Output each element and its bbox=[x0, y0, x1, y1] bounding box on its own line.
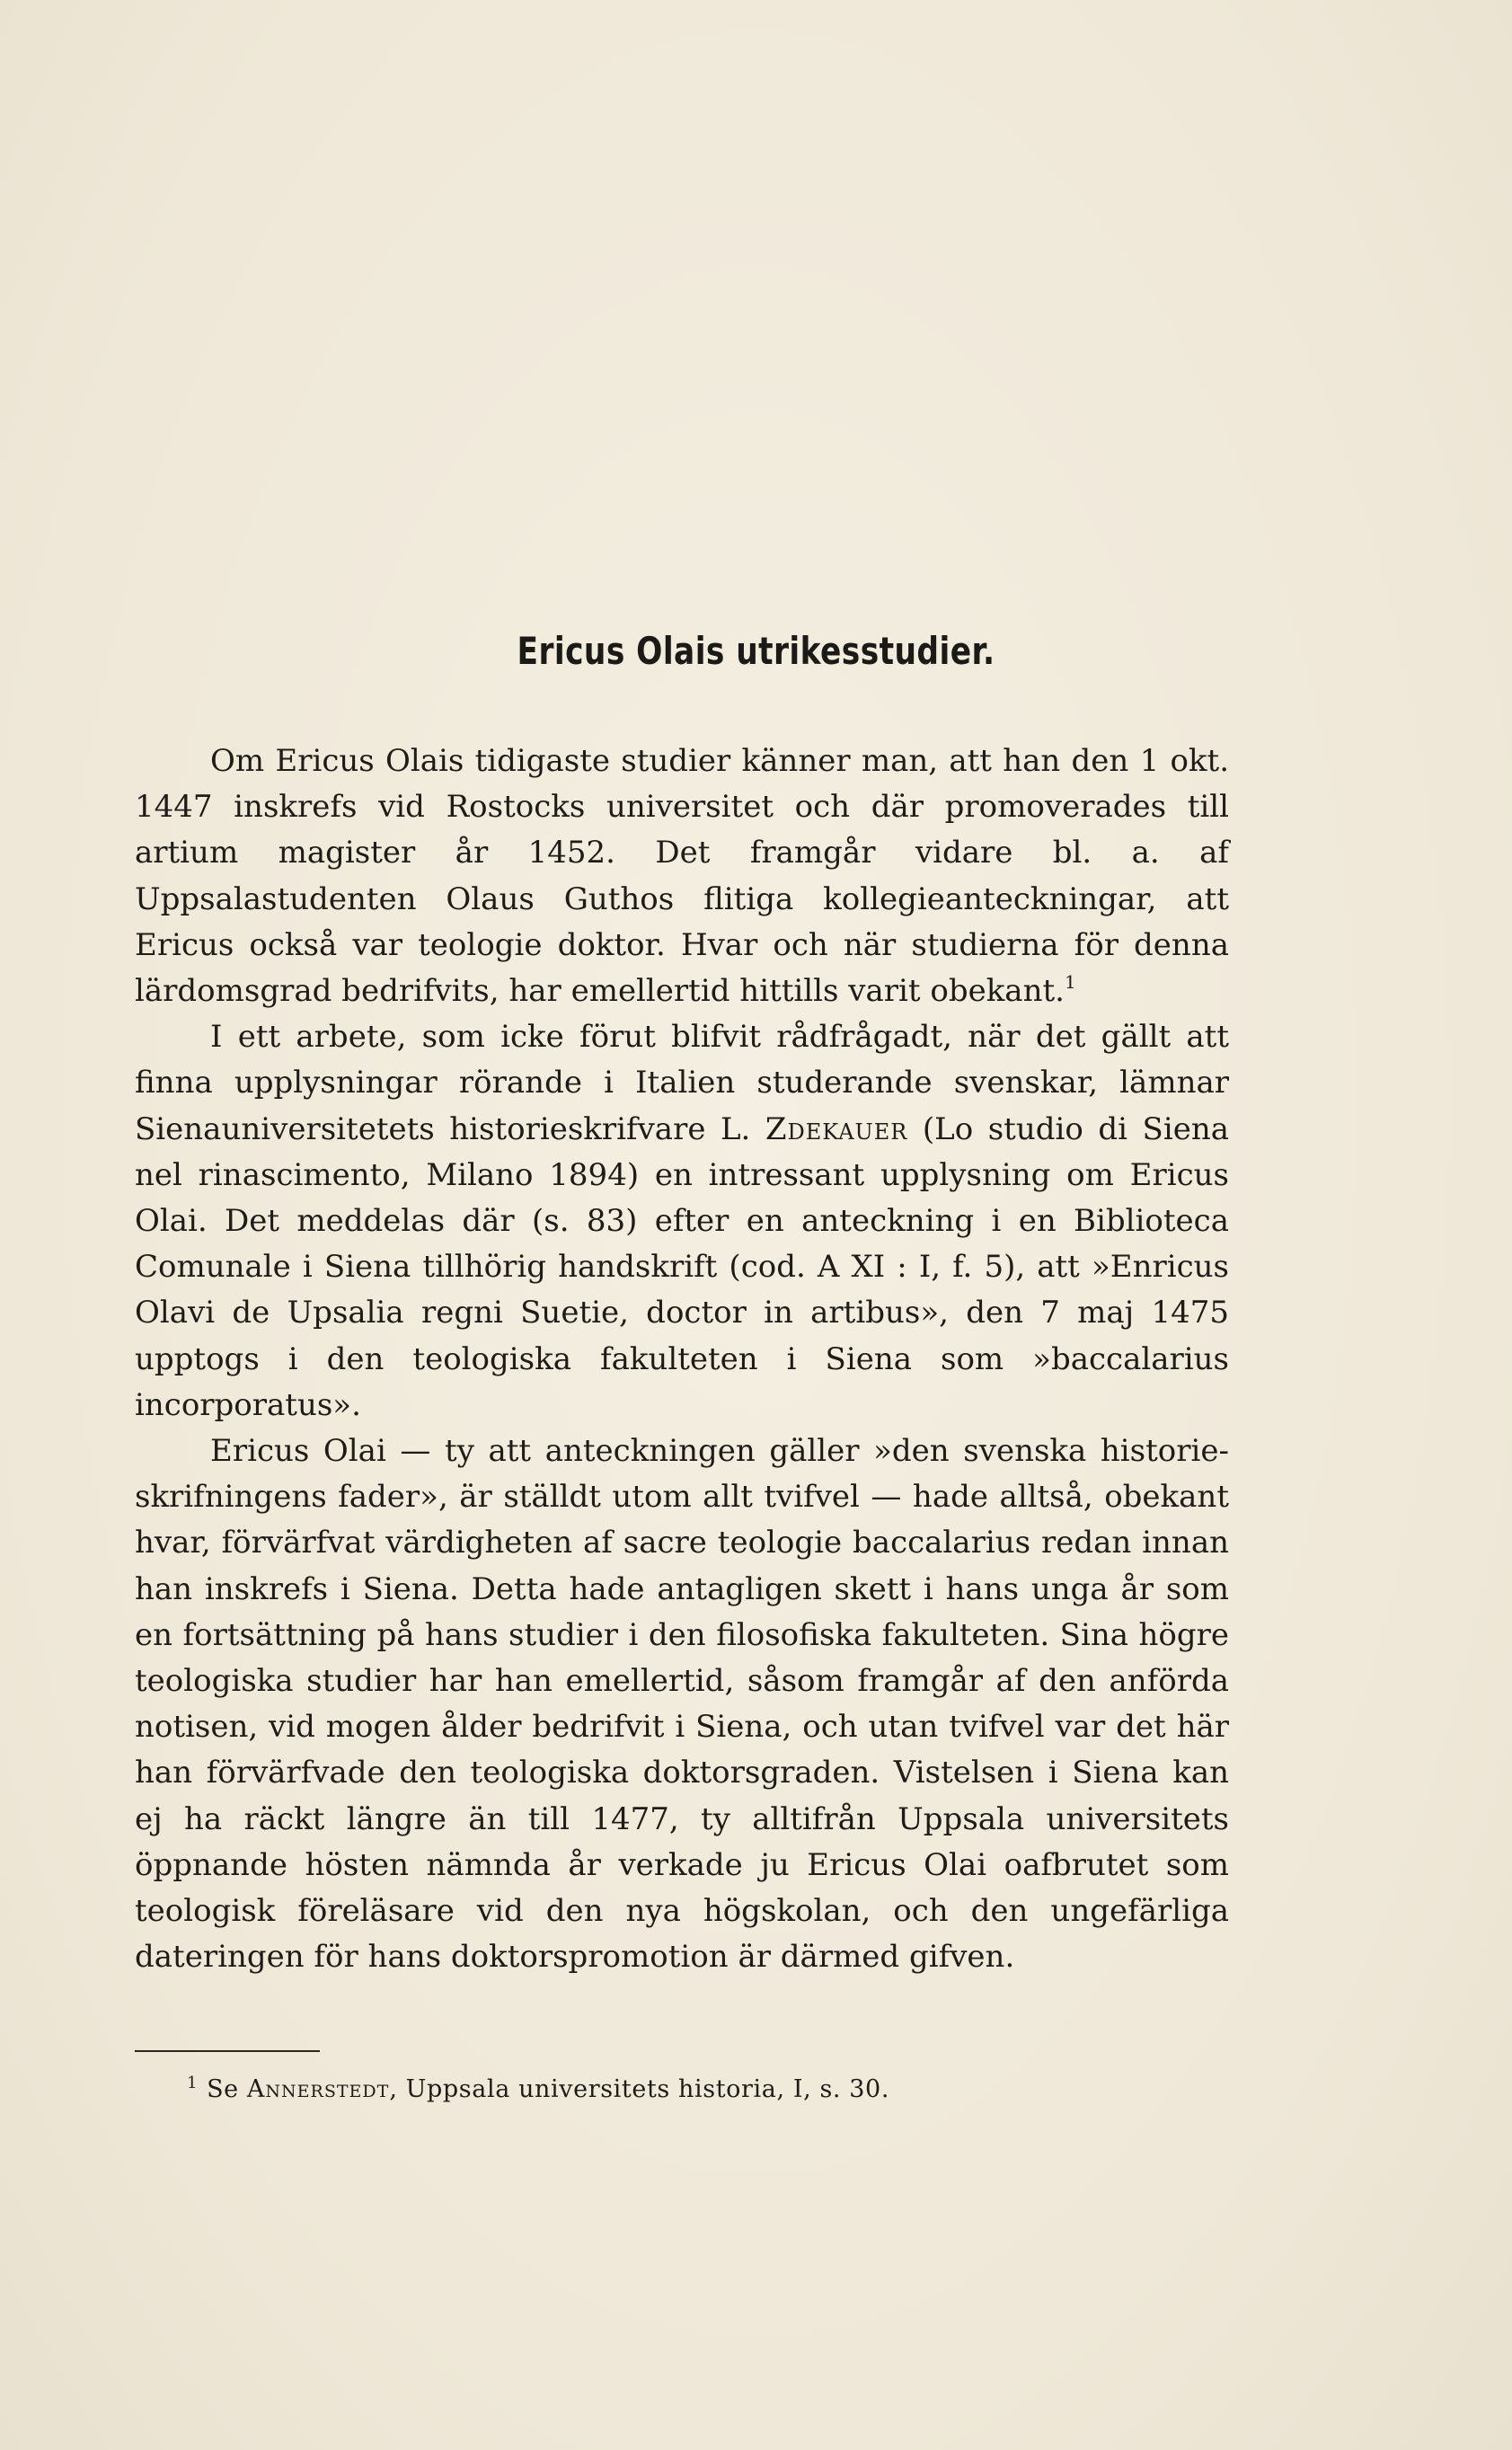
author-name: Zdekauer bbox=[765, 1110, 908, 1147]
footnote bbox=[187, 2072, 1175, 2108]
paragraph bbox=[135, 1014, 1229, 1428]
footnote-reference: 1 bbox=[1064, 971, 1076, 994]
footnote-mark: 1 bbox=[187, 2074, 199, 2092]
paragraph-text: Ericus Olai — ty att anteckningen gäller »den svenska historieskrifningens fader», är ställdt utom allt tvifvel — hade alltså, obekant hvar, förvärfvat värdigheten af sacre teologie baccalarius redan innan han inskrefs i Siena. Detta hade antagligen skett i hans unga år som en fortsättning på hans studier i den filosofiska fakulteten. Sina högre teologiska studier har han emellertid, såsom framgår af den anförda notisen, vid mogen ålder bedrifvit i Siena, och utan tvifvel var det här han förvärfvade den teologiska doktorsgraden. Vistelsen i Siena kan ej ha räckt längre än till 1477, ty alltifrån Uppsala universitets öppnande hösten nämnda år verkade ju Ericus Olai oafbrutet som teologisk föreläsare vid den nya högskolan, och den ungefärliga dateringen för hans doktorspromotion är därmed gifven. bbox=[135, 1433, 1229, 1976]
paragraph-text: I ett arbete, som icke förut blifvit rådfrågadt, när det gällt att finna upplysningar rörande i Italien studerande svenskar, lämnar Sienauniversitetets historieskrifvare L. bbox=[135, 1019, 1229, 1147]
footnote-author: Annerstedt bbox=[246, 2075, 390, 2103]
paragraph-text: (Lo studio di Siena nel rinascimento, Milano 1894) en intressant upplysning om Ericus Olai. Det meddelas där (s. 83) efter en anteckning i en Biblioteca Comunale i Siena tillhörig handskrift (cod. A XI : I, f. 5), att »Enricus Olavi de Upsalia regni Suetie, doctor in artibus», den 7 maj 1475 upptogs i den teologiska fakulteten i Siena som »baccalarius incorporatus». bbox=[135, 1110, 1229, 1423]
paragraph bbox=[135, 1428, 1229, 1980]
body-text bbox=[135, 739, 1229, 1980]
paragraph bbox=[135, 739, 1229, 1014]
page-title: Ericus Olais utrikesstudier. bbox=[517, 629, 995, 673]
footnote-prefix: Se bbox=[207, 2075, 247, 2103]
footnote-text: , Uppsala universitets historia, I, s. 30. bbox=[389, 2075, 890, 2103]
paragraph-text: Om Ericus Olais tidigaste studier känner man, att han den 1 okt. 1447 inskrefs vid Rostocks universitet och där promoverades till artium magister år 1452. Det framgår vidare bl. a. af Uppsalastudenten Olaus Guthos flitiga kollegieanteckningar, att Ericus också var teologie doktor. Hvar och när studierna för denna lärdomsgrad bedrifvits, har emellertid hittills varit obekant. bbox=[135, 743, 1229, 1010]
footnote-divider bbox=[135, 2050, 320, 2052]
